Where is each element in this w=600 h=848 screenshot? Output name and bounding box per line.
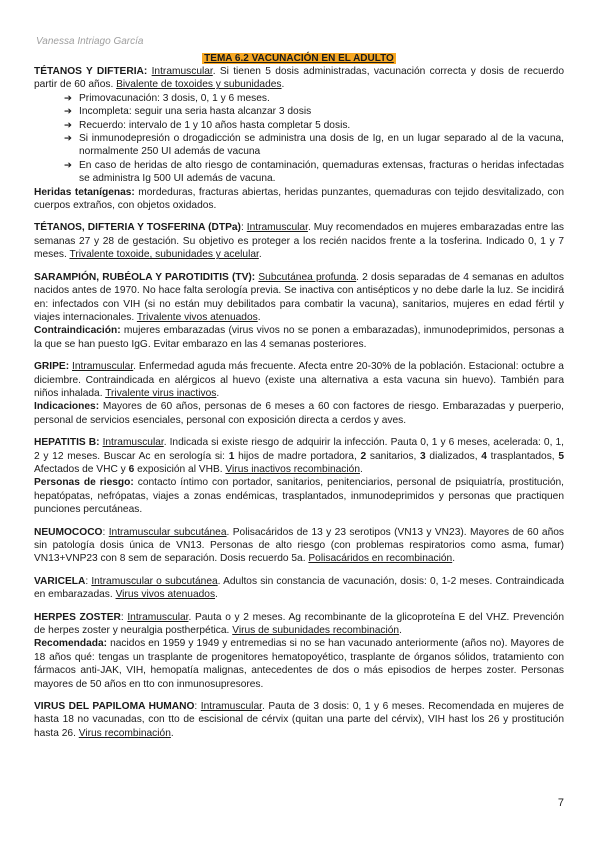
underlined-text: Intramuscular o subcutánea	[91, 575, 218, 587]
paragraph	[34, 271, 564, 325]
title-row	[34, 52, 564, 65]
text-run: :	[102, 526, 109, 538]
underlined-text: Trivalente virus inactivos	[105, 387, 217, 399]
list-item: ➔ Si inmunodepresión o drogadicción se administra una dosis de Ig, en un lugar separado al de la vacuna, normalmente 250 UI además de vacuna	[64, 132, 564, 159]
text-run: :	[240, 222, 247, 234]
text-run: sanitarios,	[366, 450, 421, 462]
page-number: 7	[557, 797, 564, 809]
text-run: .	[216, 387, 220, 399]
bold-text: NEUMOCOCO	[34, 526, 103, 538]
bold-text: Recomendada:	[34, 638, 108, 650]
underlined-text: Trivalente toxoide, subunidades y acelular	[69, 249, 259, 261]
bold-text: 4	[481, 450, 487, 462]
list-item: ➔ Recuerdo: intervalo de 1 y 10 años hasta completar 5 dosis.	[64, 119, 564, 132]
text-run: . Si tienen 5 dosis administradas, vacunación correcta y dosis de recuerdo partir de 60 años.	[34, 66, 565, 91]
paragraph	[34, 65, 564, 92]
text-run: . Pauta de 3 dosis: 0, 1 y 6 meses. Recomendada en mujeres de hasta 18 no vacunadas, con tto de escisional de cérvix (quitan una parte del cérvix), VIH hast los 26 y prostitución hasta 26.	[34, 701, 564, 739]
text-run: mujeres embarazadas (virus vivos no se ponen a embarazadas), inmunodeprimidos, personas a la que se han puesto IgG. Evitar embarazo en las 4 semanas posteriores.	[34, 325, 564, 350]
vaccine-section	[34, 65, 564, 212]
author-header: Vanessa Intriago García	[36, 36, 144, 47]
underlined-text: Intramuscular subcutánea	[108, 526, 227, 538]
paragraph	[34, 400, 564, 427]
vaccine-section	[34, 221, 564, 261]
document-body	[34, 52, 564, 740]
text-run: .	[215, 589, 218, 601]
bold-text: Personas de riesgo:	[34, 477, 134, 489]
text-run: hijos de madre portadora,	[234, 450, 361, 462]
paragraph	[34, 186, 564, 213]
paragraph	[34, 637, 564, 691]
underlined-text: Virus inactivos recombinación	[225, 463, 360, 475]
list-item: ➔ En caso de heridas de alto riesgo de contaminación, quemaduras extensas, fracturas o heridas infectadas se administra Ig 500 UI además de vacuna.	[64, 159, 564, 186]
vaccine-section	[34, 700, 564, 740]
underlined-text: Intramuscular	[200, 701, 262, 713]
text-run: . Enfermedad aguda más frecuente. Afecta entre 20-30% de la población. Estacional: octubre a diciembre. Contraindicada en alérgicos al huevo (existe una alternativa a esta vacuna sin huevo). También para niños inhalada.	[34, 361, 564, 399]
list-item: ➔ Primovacunación: 3 dosis, 0, 1 y 6 meses.	[64, 92, 564, 105]
paragraph	[34, 221, 564, 261]
text-run: Mayores de 60 años, personas de 6 meses a 60 con factores de riesgo. Embarazadas y puerperio, personal de servicios esenciales, personal con exposición directa a cerdos y aves.	[34, 401, 564, 426]
underlined-text: Polisacáridos en recombinación	[308, 553, 453, 565]
text-run: .	[452, 553, 456, 565]
text-run: . 2 dosis separadas de 4 semanas en adultos nacidos antes de 1970. No hace falta serología previa. Se inactiva con antisépticos y no debe darle la luz. Se incidirá en: infectados con VIH (si no están muy debilitados para combatir la vacuna), sanitarios, mujeres en edad fértil y viajes internacionales.	[34, 271, 564, 323]
vaccine-section	[34, 526, 564, 566]
text-run: nacidos en 1959 y 1949 y entremedias si no se han vacunado anteriormente (años no). Mayores de 18 años qué: tengas un trasplante de progenitores hematopoyético, trasplante de órganos sólidos, tratamiento con fármacos anti-JAK, VIH, hemopatía malignas, antecedentes de dos o más episodios de herpes zoster. Personas mayores de 50 años en tto con inmunosupresores.	[34, 638, 564, 690]
underlined-text: Virus de subunidades recombinación	[232, 625, 400, 637]
text-run: dializados,	[425, 450, 482, 462]
text-run: exposición al VHB.	[134, 463, 226, 475]
paragraph	[34, 360, 564, 400]
bold-text: HEPATITIS B:	[34, 437, 100, 449]
bold-text: VIRUS DEL PAPILOMA HUMANO	[34, 701, 195, 713]
text-run: :	[120, 611, 128, 623]
bold-text: SARAMPIÓN, RUBÉOLA Y PAROTIDITIS (TV):	[34, 271, 256, 283]
paragraph	[34, 526, 564, 566]
paragraph	[34, 700, 564, 740]
underlined-text: Virus vivos atenuados	[115, 589, 216, 601]
vaccine-section	[34, 360, 564, 427]
vaccine-section	[34, 575, 564, 602]
text-run: .	[360, 463, 363, 475]
underlined-text: Intramuscular	[151, 66, 213, 77]
text-run: mordeduras, fracturas abiertas, heridas punzantes, quemaduras con tejido desvitalizado, con cuerpos extraños, con objetos oxidados.	[34, 186, 564, 212]
text-run: . Adultos sin constancia de vacunación, dosis: 0, 1-2 meses. Contraindicada en embarazadas.	[34, 575, 564, 601]
text-run: contacto íntimo con portador, sanitarios, penitenciarios, personal de psiquiatría, prostitución, hepatópatas, nefrópatas, viajes a zonas endémicas, trasplantados, inmunodeprimidos y personas que practiquen punciones percutáneas.	[34, 477, 564, 516]
bold-text: HERPES ZOSTER	[34, 611, 121, 623]
paragraph	[34, 611, 564, 638]
text-run: .	[170, 727, 174, 739]
page-title: TEMA 6.2 VACUNACIÓN EN EL ADULTO	[204, 53, 394, 64]
text-run: . Pauta o y 2 meses. Ag recombinante de la glicoproteína E del VHZ. Prevención de herpes zoster y neuralgia postherpética.	[34, 611, 564, 637]
text-run: .	[258, 249, 262, 261]
bold-text: 2	[360, 450, 367, 462]
bold-text: 1	[228, 450, 235, 462]
bold-text: Indicaciones:	[34, 401, 100, 413]
paragraph	[34, 476, 564, 516]
vaccine-section	[34, 271, 564, 351]
bold-text: 5	[558, 450, 564, 462]
bold-text: Contraindicación:	[34, 325, 121, 337]
vaccine-section	[34, 436, 564, 516]
arrow-list	[34, 92, 564, 186]
bold-text: TÉTANOS, DIFTERIA Y TOSFERINA (DTPa)	[34, 222, 241, 234]
text-run: . Muy recomendados en mujeres embarazadas entre las semanas 27 y 28 de gestación. Su objetivo es proteger a los recién nacidos frente a la tosferina. Indicado 0, 1 y 7 meses.	[34, 222, 564, 261]
paragraph	[34, 436, 564, 476]
vaccine-section	[34, 611, 564, 691]
paragraph	[34, 324, 564, 351]
text-run: trasplantados,	[486, 450, 559, 462]
text-run: .	[257, 311, 261, 323]
underlined-text: Bivalente de toxoides y subunidades	[116, 79, 282, 91]
text-run: . Indicada si existe riesgo de adquirir la infección. Pauta 0, 1 y 6 meses, acelerada: 0, 1, 2 y 12 meses. Buscar Ac en serología si:	[34, 437, 564, 462]
bold-text: TÉTANOS Y DIFTERIA:	[34, 66, 148, 77]
list-item: ➔ Incompleta: seguir una seria hasta alcanzar 3 dosis	[64, 105, 564, 118]
underlined-text: Subcutánea profunda	[258, 271, 357, 283]
bold-text: GRIPE:	[34, 361, 70, 373]
text-run: . Polisacáridos de 13 y 23 serotipos (VN13 y VN23). Mayores de 60 años sin patología dosis única de VN13. Personas de alto riesgo (con problemas respiratorios como asma, fumar) VN13+VNP23 con 8 sem de separación. Dosis recuerdo 5a.	[34, 526, 564, 565]
bold-text: VARICELA	[34, 575, 86, 587]
text-run: .	[399, 625, 402, 637]
text-run: Afectados de VHC y	[34, 463, 129, 475]
bold-text: Heridas tetanígenas:	[34, 186, 135, 198]
underlined-text: Intramuscular	[102, 437, 164, 449]
text-run: :	[85, 575, 92, 587]
underlined-text: Virus recombinación	[78, 727, 171, 739]
bold-text: 6	[128, 463, 135, 475]
underlined-text: Intramuscular	[72, 361, 134, 373]
paragraph	[34, 575, 564, 602]
text-run: .	[281, 79, 285, 91]
underlined-text: Trivalente vivos atenuados	[136, 311, 258, 323]
underlined-text: Intramuscular	[127, 611, 189, 623]
bold-text: 3	[420, 450, 426, 462]
underlined-text: Intramuscular	[246, 222, 308, 234]
text-run: :	[194, 701, 201, 713]
